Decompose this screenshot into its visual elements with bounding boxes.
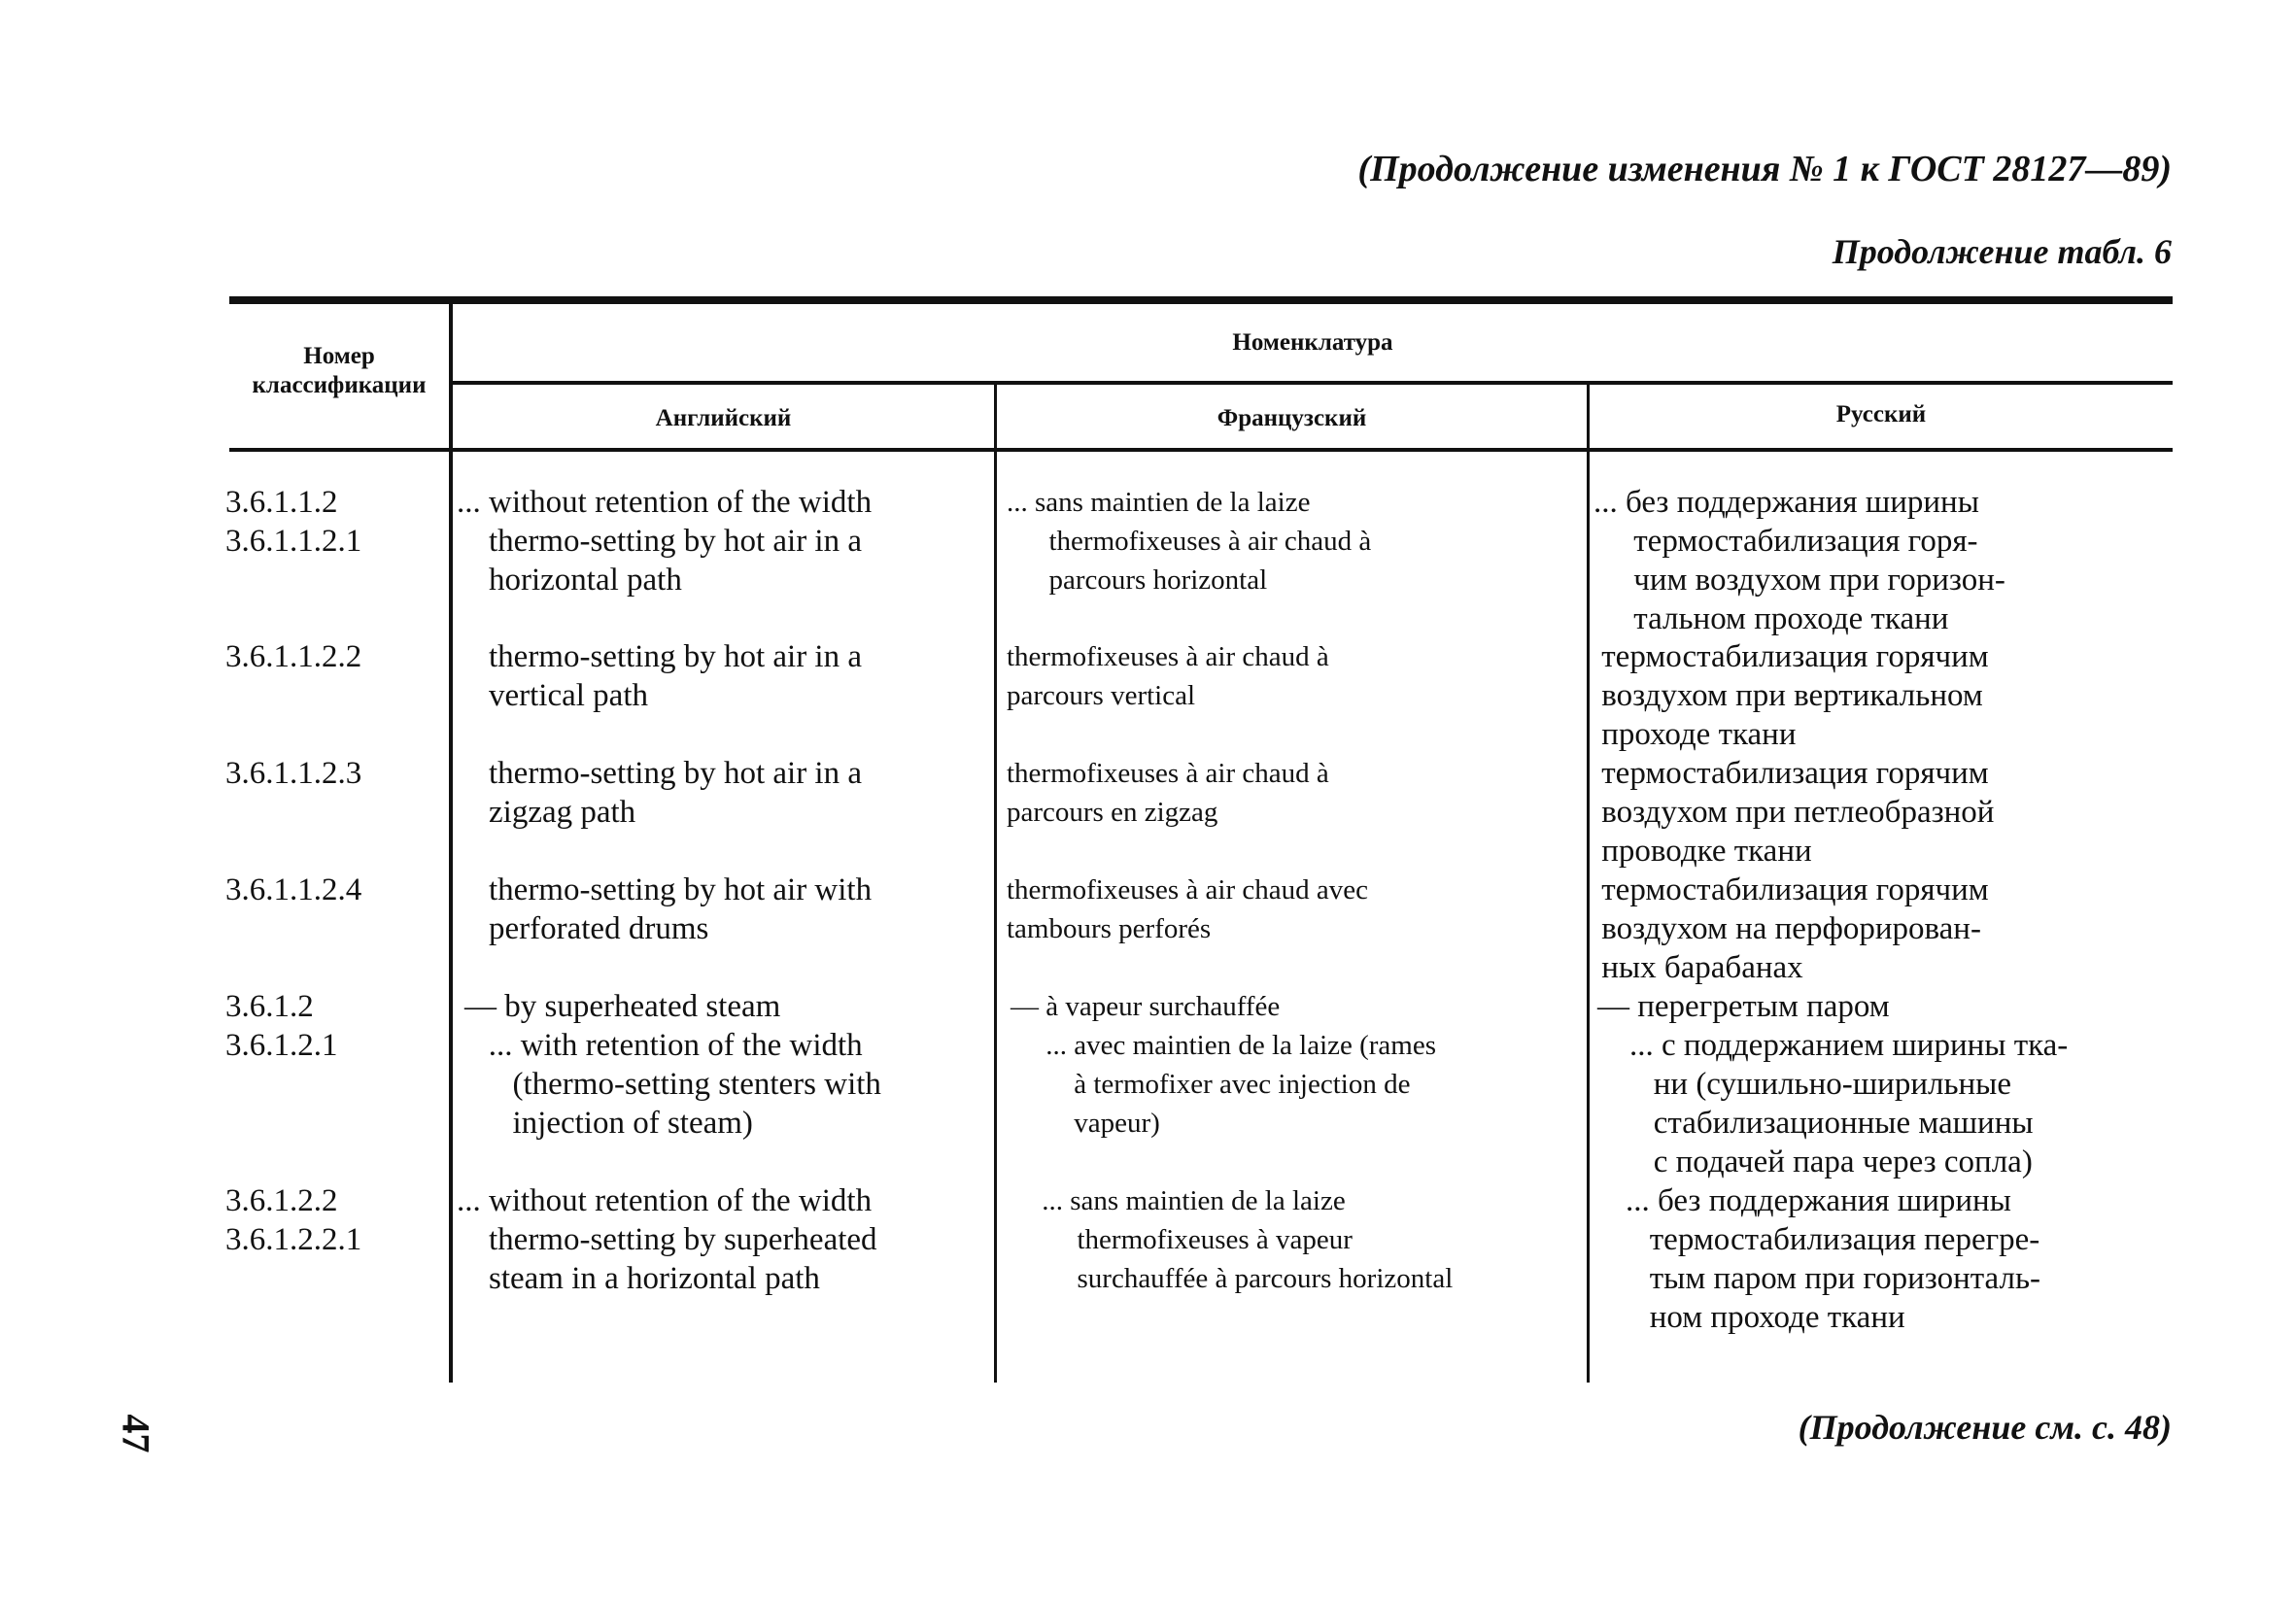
row-english-cell: — by superheated steam ... with retention of the width (thermo-setting stenters with injection of steam) xyxy=(464,989,881,1141)
row-french-cell: thermofixeuses à air chaud à parcours vertical xyxy=(1007,641,1329,711)
column-header-number: Номер классификации xyxy=(252,343,427,398)
table-header-bottom-rule xyxy=(229,448,2173,452)
table-top-rule xyxy=(229,296,2173,304)
column-header-russian: Русский xyxy=(1835,401,1927,427)
row-russian-cell: ... без поддержания ширины термостабилизация горя- чим воздухом при горизон- тальном проходе ткани xyxy=(1593,485,2005,636)
row-number-cell: 3.6.1.2.2 3.6.1.2.2.1 xyxy=(225,1183,362,1257)
page-number: 47 xyxy=(114,1414,158,1453)
row-french-cell: thermofixeuses à air chaud à parcours en zigzag xyxy=(1007,758,1329,828)
row-number-cell: 3.6.1.1.2.3 xyxy=(225,756,362,791)
change-continuation-header: (Продолжение изменения № 1 к ГОСТ 28127—89) xyxy=(1357,149,2172,189)
row-english-cell: thermo-setting by hot air with perforated drums xyxy=(489,872,873,946)
row-russian-cell: ... без поддержания ширины термостабилизация перегре- тым паром при горизонталь- ном проходе ткани xyxy=(1626,1183,2041,1335)
column-header-english: Английский xyxy=(655,405,792,431)
row-russian-cell: термостабилизация горячим воздухом при петлеобразной проводке ткани xyxy=(1601,756,1995,869)
row-number-cell: 3.6.1.1.2.2 xyxy=(225,639,362,674)
row-french-cell: ... sans maintien de la laize thermofixeuses à air chaud à parcours horizontal xyxy=(1007,487,1372,596)
row-french-cell: thermofixeuses à air chaud avec tambours perforés xyxy=(1007,874,1368,944)
row-french-cell: ... sans maintien de la laize thermofixeuses à vapeur surchauffée à parcours horizontal xyxy=(1042,1185,1454,1294)
column-header-nomenclature: Номенклатура xyxy=(1232,329,1393,356)
row-russian-cell: термостабилизация горячим воздухом на перфорирован- ных барабанах xyxy=(1601,872,1989,985)
row-english-cell: ... without retention of the width thermo-setting by hot air in a horizontal path xyxy=(457,485,873,598)
row-russian-cell: — перегретым паром ... с поддержанием ширины тка- ни (сушильно-ширильные стабилизационные машины с подачей пара через сопла) xyxy=(1597,989,2069,1179)
column-header-french: Французский xyxy=(1217,405,1367,431)
column-divider-english xyxy=(994,383,997,1383)
row-english-cell: thermo-setting by hot air in a vertical path xyxy=(489,639,862,713)
row-number-cell: 3.6.1.1.2.4 xyxy=(225,872,362,907)
row-french-cell: — à vapeur surchauffée ... avec maintien de la laize (rames à termofixer avec injection de vapeur) xyxy=(1011,991,1437,1139)
table-continuation-label: Продолжение табл. 6 xyxy=(1832,232,2172,271)
column-divider-french xyxy=(1587,383,1590,1383)
row-russian-cell: термостабилизация горячим воздухом при вертикальном проходе ткани xyxy=(1601,639,1989,752)
page-continuation-footer: (Продолжение см. с. 48) xyxy=(1798,1408,2172,1447)
column-divider-number xyxy=(449,296,453,1383)
nomenclature-subheader-rule xyxy=(452,381,2173,385)
row-number-cell: 3.6.1.1.2 3.6.1.1.2.1 xyxy=(225,485,362,559)
row-english-cell: ... without retention of the width thermo-setting by superheated steam in a horizontal path xyxy=(457,1183,877,1296)
row-english-cell: thermo-setting by hot air in a zigzag path xyxy=(489,756,862,830)
row-number-cell: 3.6.1.2 3.6.1.2.1 xyxy=(225,989,338,1063)
